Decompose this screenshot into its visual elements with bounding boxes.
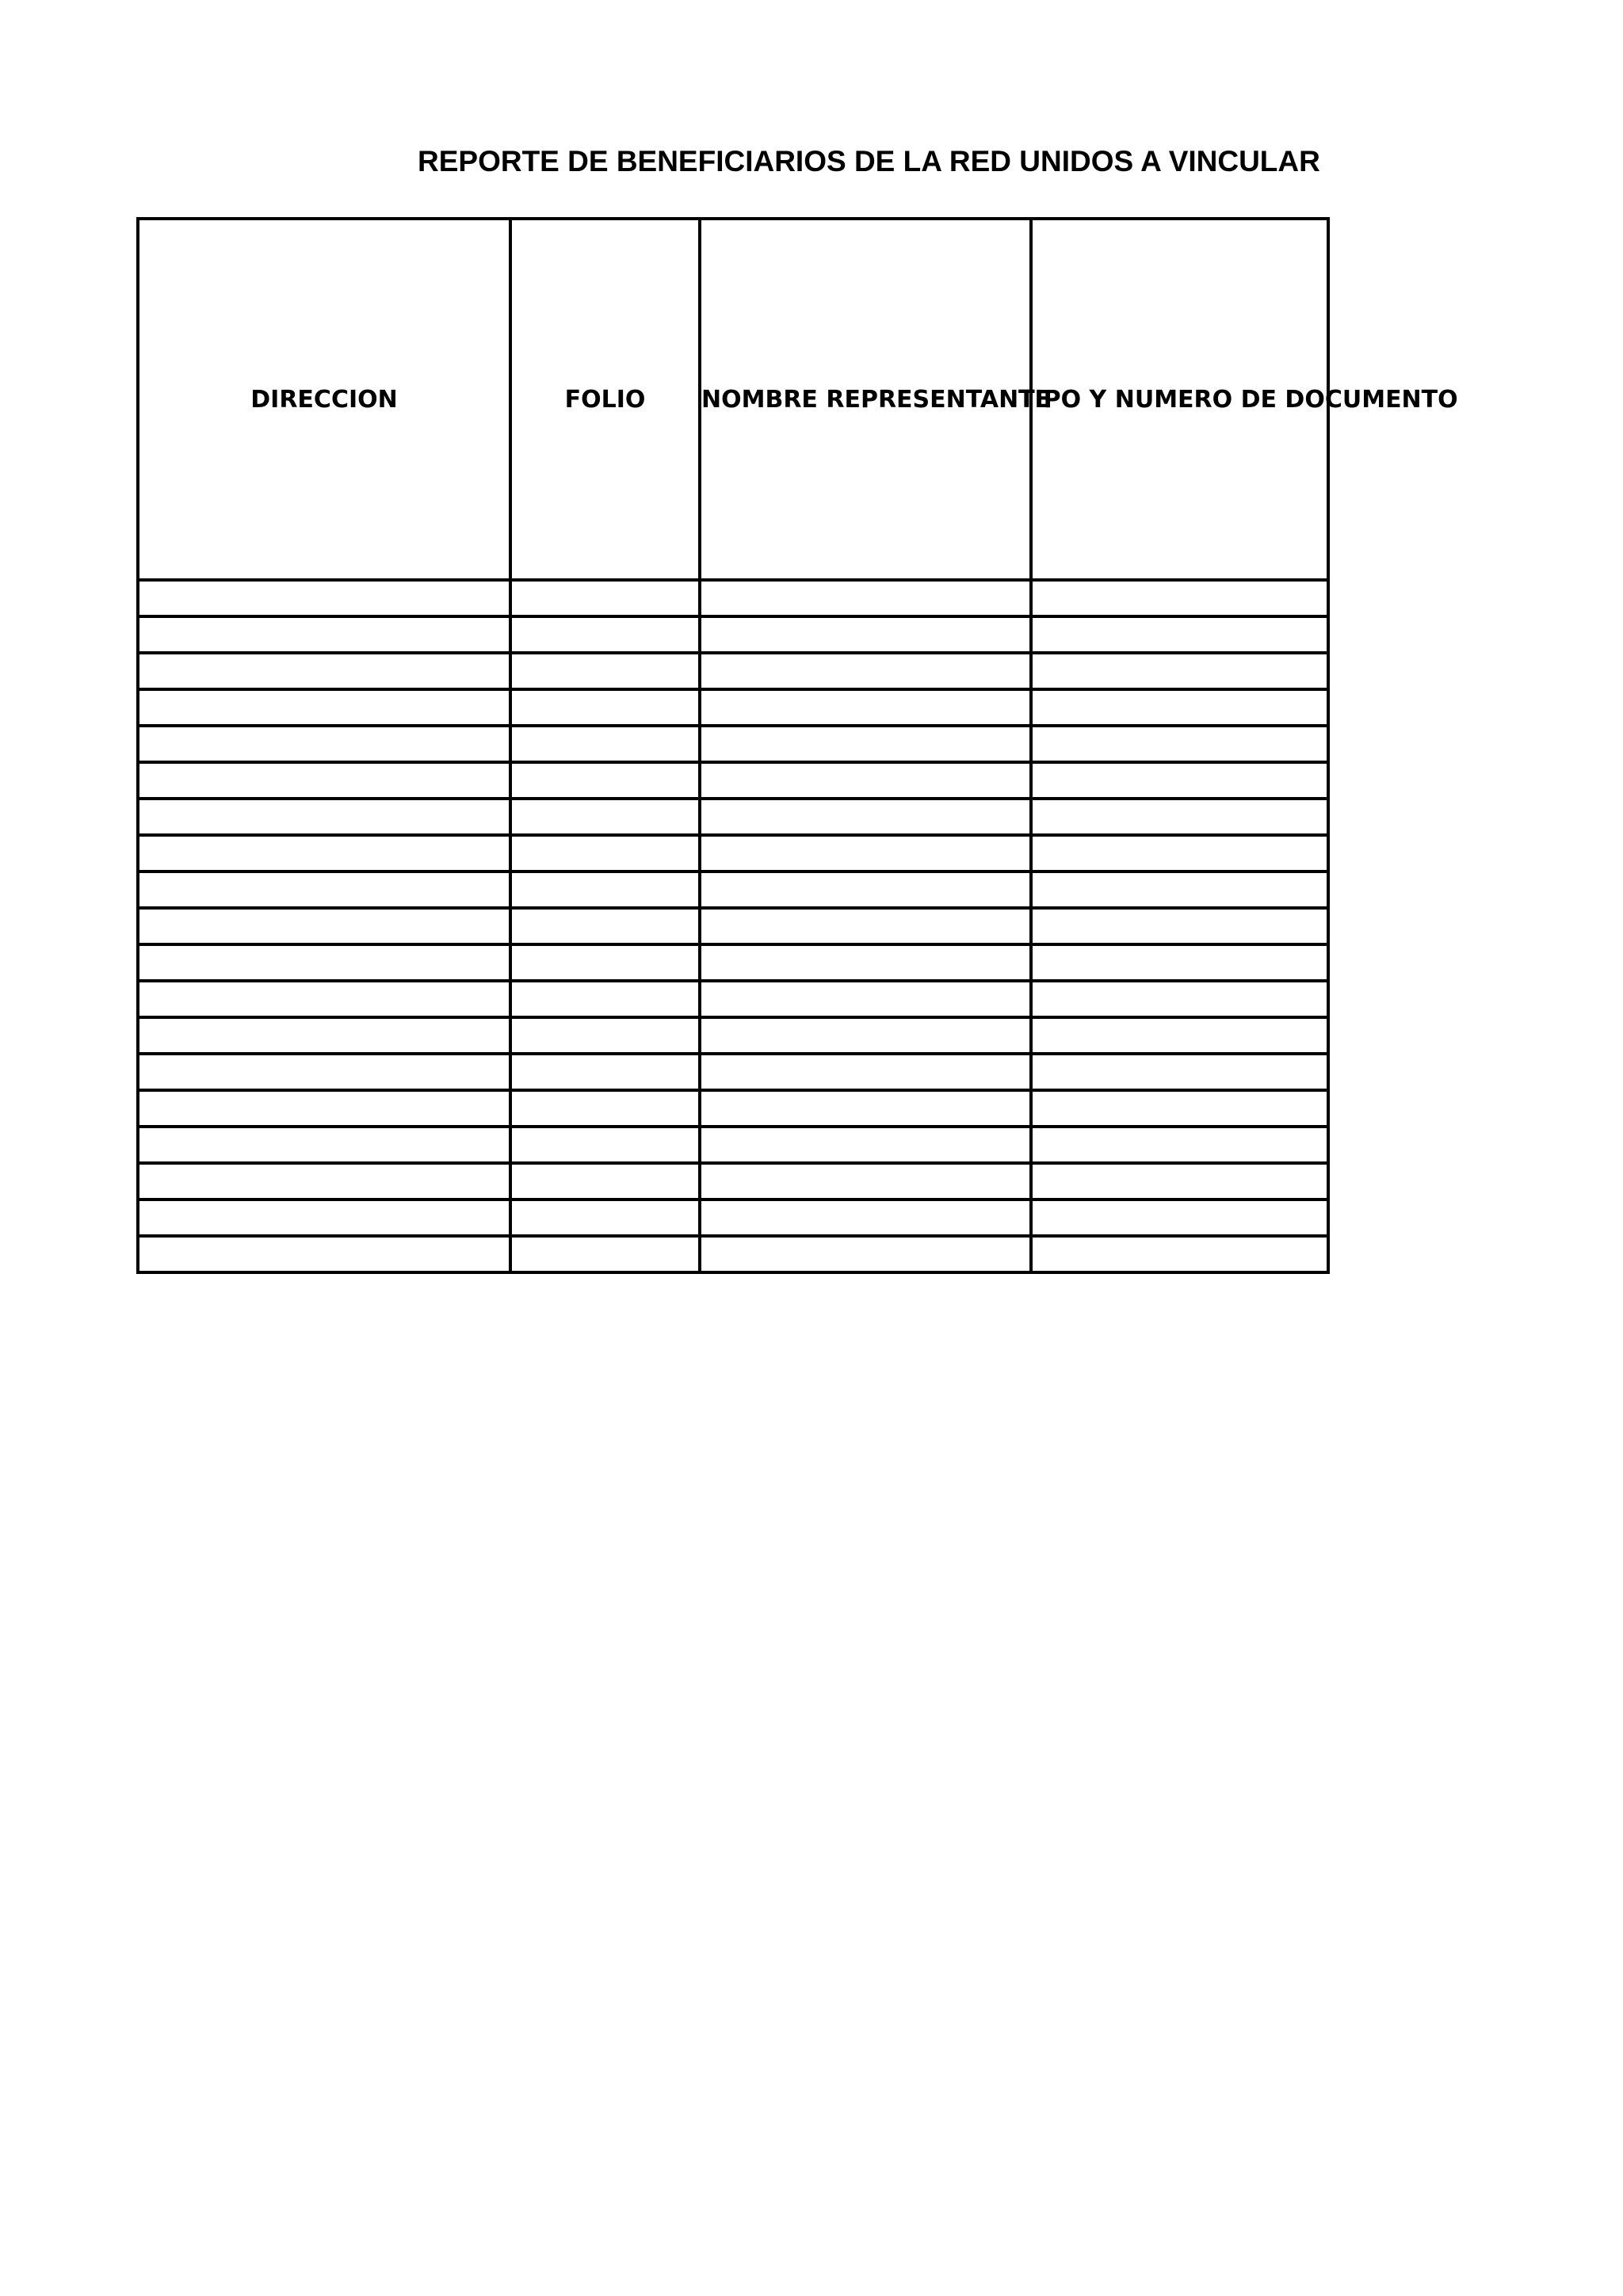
table-cell[interactable] (1031, 616, 1328, 653)
table-cell[interactable] (510, 1236, 700, 1272)
table-cell[interactable] (700, 1017, 1031, 1054)
table-cell[interactable] (138, 799, 510, 835)
table-cell[interactable] (510, 653, 700, 689)
table-cell[interactable] (700, 1163, 1031, 1199)
table-body (138, 580, 1328, 1272)
table-cell[interactable] (510, 1163, 700, 1199)
table-row (138, 1199, 1328, 1236)
table-row (138, 944, 1328, 981)
table-cell[interactable] (138, 653, 510, 689)
table-cell[interactable] (138, 1163, 510, 1199)
table-cell[interactable] (138, 981, 510, 1017)
table-row (138, 835, 1328, 871)
table-row (138, 726, 1328, 762)
table-row (138, 1017, 1328, 1054)
table-cell[interactable] (1031, 944, 1328, 981)
table-cell[interactable] (700, 835, 1031, 871)
table-cell[interactable] (700, 762, 1031, 799)
table-cell[interactable] (510, 1017, 700, 1054)
table-cell[interactable] (1031, 1199, 1328, 1236)
table-row (138, 981, 1328, 1017)
column-header-folio: FOLIO (510, 219, 700, 580)
table-cell[interactable] (510, 871, 700, 908)
table-cell[interactable] (510, 908, 700, 944)
table-cell[interactable] (700, 799, 1031, 835)
table-row (138, 1054, 1328, 1090)
beneficiaries-table-area (136, 217, 1458, 1272)
table-cell[interactable] (1031, 835, 1328, 871)
table-cell[interactable] (1031, 653, 1328, 689)
table-cell[interactable] (1031, 799, 1328, 835)
table-cell[interactable] (700, 1199, 1031, 1236)
table-cell[interactable] (138, 580, 510, 616)
table-cell[interactable] (510, 762, 700, 799)
table-cell[interactable] (700, 1236, 1031, 1272)
table-cell[interactable] (510, 726, 700, 762)
table-cell[interactable] (138, 762, 510, 799)
table-cell[interactable] (1031, 1017, 1328, 1054)
table-cell[interactable] (138, 616, 510, 653)
table-cell[interactable] (510, 689, 700, 726)
table-cell[interactable] (700, 1127, 1031, 1163)
table-cell[interactable] (1031, 908, 1328, 944)
table-cell[interactable] (1031, 689, 1328, 726)
table-cell[interactable] (138, 1127, 510, 1163)
table-cell[interactable] (138, 1199, 510, 1236)
table-cell[interactable] (700, 653, 1031, 689)
table-cell[interactable] (700, 871, 1031, 908)
column-header-tipo-numero-documento-label: TIPO Y NUMERO DE DOCUMENTO (1018, 385, 1458, 414)
table-cell[interactable] (510, 616, 700, 653)
table-cell[interactable] (138, 871, 510, 908)
table-cell[interactable] (700, 580, 1031, 616)
table-cell[interactable] (138, 1054, 510, 1090)
table-cell[interactable] (510, 799, 700, 835)
table-row (138, 580, 1328, 616)
table-cell[interactable] (138, 1090, 510, 1127)
table-cell[interactable] (138, 689, 510, 726)
table-row (138, 799, 1328, 835)
table-cell[interactable] (510, 1127, 700, 1163)
column-header-tipo-numero-documento (1018, 219, 1458, 580)
table-cell[interactable] (1031, 1163, 1328, 1199)
table-cell[interactable] (138, 1236, 510, 1272)
column-header-direccion: DIRECCION (138, 219, 510, 580)
report-title-area (0, 139, 1327, 187)
table-cell[interactable] (700, 689, 1031, 726)
table-row (138, 1127, 1328, 1163)
table-row (138, 689, 1328, 726)
table-cell[interactable] (700, 616, 1031, 653)
table-cell[interactable] (700, 1090, 1031, 1127)
table-cell[interactable] (510, 944, 700, 981)
column-header-nombre-representante: NOMBRE REPRESENTANTE (700, 219, 1031, 580)
table-row (138, 1236, 1328, 1272)
table-cell[interactable] (1031, 726, 1328, 762)
table-cell[interactable] (700, 908, 1031, 944)
table-cell[interactable] (1031, 871, 1328, 908)
table-cell[interactable] (1031, 762, 1328, 799)
table-cell[interactable] (510, 580, 700, 616)
table-cell[interactable] (700, 981, 1031, 1017)
table-cell[interactable] (700, 726, 1031, 762)
table-cell[interactable] (510, 1054, 700, 1090)
table-row (138, 762, 1328, 799)
table-cell[interactable] (700, 944, 1031, 981)
beneficiaries-table (136, 217, 1458, 1274)
table-cell[interactable] (138, 944, 510, 981)
table-cell[interactable] (138, 908, 510, 944)
table-row (138, 1090, 1328, 1127)
table-cell[interactable] (510, 835, 700, 871)
table-cell[interactable] (1031, 1090, 1328, 1127)
table-cell[interactable] (1031, 1236, 1328, 1272)
table-cell[interactable] (138, 1017, 510, 1054)
table-row (138, 908, 1328, 944)
table-cell[interactable] (1031, 1127, 1328, 1163)
report-title: REPORTE DE BENEFICIARIOS DE LA RED UNIDOS A VINCULAR (418, 145, 1320, 177)
table-cell[interactable] (1031, 1054, 1328, 1090)
table-cell[interactable] (510, 1199, 700, 1236)
table-row (138, 616, 1328, 653)
table-cell[interactable] (138, 726, 510, 762)
table-row (138, 1163, 1328, 1199)
table-cell[interactable] (700, 1054, 1031, 1090)
table-cell[interactable] (1031, 981, 1328, 1017)
table-row (138, 653, 1328, 689)
table-cell[interactable] (510, 981, 700, 1017)
table-row (138, 871, 1328, 908)
table-cell[interactable] (1031, 580, 1328, 616)
table-header-row (138, 219, 1328, 580)
table-cell[interactable] (510, 1090, 700, 1127)
table-cell[interactable] (138, 835, 510, 871)
